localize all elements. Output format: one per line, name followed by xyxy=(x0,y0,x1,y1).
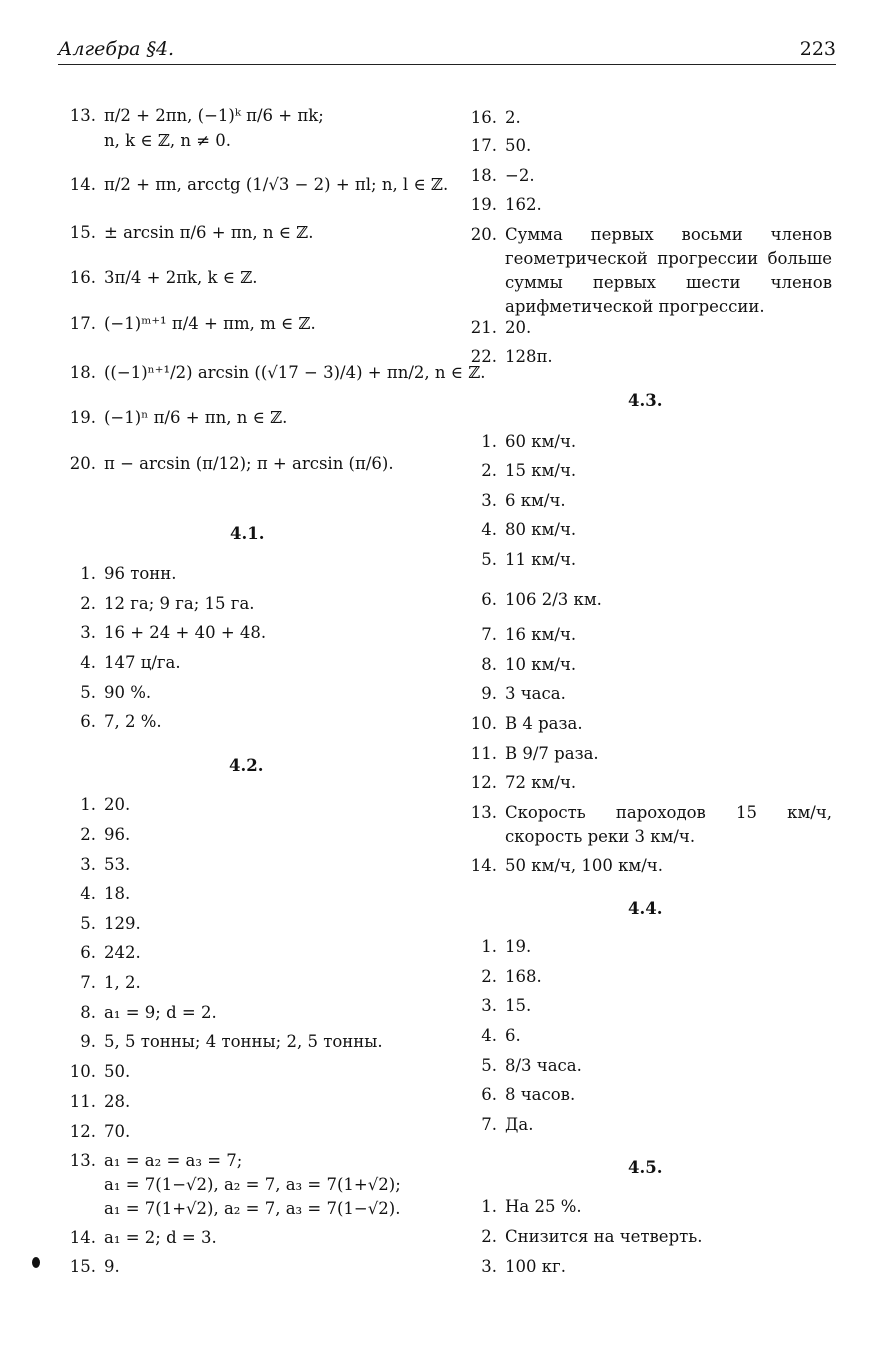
list-item: 2. 12 га; 9 га; 15 га. xyxy=(80,594,255,613)
list-item: 19. (−1)ⁿ π/6 + πn, n ∈ ℤ. xyxy=(69,408,288,427)
list-item: 12. 72 км/ч. xyxy=(470,773,577,792)
section-heading: 4.4. xyxy=(628,899,663,918)
list-item: 20. Сумма первых восьми членов геометрической прогрессии больше суммы первых шести членов арифметической прогрессии. xyxy=(470,225,832,316)
list-item: 18. ((−1)ⁿ⁺¹/2) arcsin ((√17 − 3)/4) + πn/2, n ∈ ℤ. xyxy=(69,363,486,382)
list-item: 15. 9. xyxy=(69,1257,120,1276)
list-item: 6. 7, 2 %. xyxy=(80,712,162,731)
list-item: 19. 162. xyxy=(470,195,542,214)
list-item: 6. 8 часов. xyxy=(481,1085,576,1104)
list-item: 5. 11 км/ч. xyxy=(481,550,577,569)
list-item: 11. В 9/7 раза. xyxy=(470,744,599,763)
list-item-continuation: n, k ∈ ℤ, n ≠ 0. xyxy=(104,131,232,150)
list-item: 17. (−1)ᵐ⁺¹ π/4 + πm, m ∈ ℤ. xyxy=(69,314,316,333)
list-item: 21. 20. xyxy=(470,318,532,337)
list-item: 16. 3π/4 + 2πk, k ∈ ℤ. xyxy=(69,268,258,287)
list-item: 2. 96. xyxy=(80,825,131,844)
list-item: 4. 80 км/ч. xyxy=(481,520,577,539)
list-item: 1. На 25 %. xyxy=(481,1197,582,1216)
list-item: 13. π/2 + 2πn, (−1)ᵏ π/6 + πk; xyxy=(69,106,324,125)
list-item: 13. a₁ = a₂ = a₃ = 7; xyxy=(69,1151,243,1170)
list-item: 4. 6. xyxy=(481,1026,521,1045)
list-item-continuation: a₁ = 7(1+√2), a₂ = 7, a₃ = 7(1−√2). xyxy=(104,1199,401,1218)
list-item: 12. 70. xyxy=(69,1122,131,1141)
list-item: 14. 50 км/ч, 100 км/ч. xyxy=(470,856,663,875)
list-item: 10. 50. xyxy=(69,1062,131,1081)
list-item: 3. 100 кг. xyxy=(481,1257,566,1276)
list-item: 22. 128π. xyxy=(470,347,553,366)
list-item: 1. 20. xyxy=(80,795,131,814)
list-item: 1. 96 тонн. xyxy=(80,564,177,583)
list-item: 5. 129. xyxy=(80,914,141,933)
list-item: 6. 106 2/3 км. xyxy=(481,590,602,609)
page-number: 223 xyxy=(799,38,836,60)
list-item: 3. 53. xyxy=(80,855,131,874)
list-item: 20. π − arcsin (π/12); π + arcsin (π/6). xyxy=(69,454,394,473)
list-item: 2. 168. xyxy=(481,967,542,986)
list-item: 13. Скорость пароходов 15 км/ч, скорость реки 3 км/ч. xyxy=(470,803,832,846)
list-item: 8. 10 км/ч. xyxy=(481,655,577,674)
section-heading: 4.5. xyxy=(628,1158,663,1177)
list-item: 3. 15. xyxy=(481,996,532,1015)
section-heading: 4.3. xyxy=(628,391,663,410)
list-item: 1. 19. xyxy=(481,937,532,956)
list-item: 16. 2. xyxy=(470,108,521,127)
list-item: 10. В 4 раза. xyxy=(470,714,583,733)
list-item: 4. 18. xyxy=(80,884,131,903)
list-item: 5. 90 %. xyxy=(80,683,152,702)
list-item: 9. 3 часа. xyxy=(481,684,566,703)
section-heading: 4.2. xyxy=(229,756,264,775)
list-item: 2. Снизится на четверть. xyxy=(481,1227,703,1246)
list-item: 14. π/2 + πn, arcctg (1/√3 − 2) + πl; n, l ∈ ℤ. xyxy=(69,175,449,194)
list-item: 5. 8/3 часа. xyxy=(481,1056,582,1075)
list-item: 9. 5, 5 тонны; 4 тонны; 2, 5 тонны. xyxy=(80,1032,383,1051)
list-item-continuation: a₁ = 7(1−√2), a₂ = 7, a₃ = 7(1+√2); xyxy=(104,1175,401,1194)
list-item: 17. 50. xyxy=(470,136,532,155)
section-heading: 4.1. xyxy=(230,524,265,543)
list-item: 11. 28. xyxy=(69,1092,131,1111)
list-item: 7. Да. xyxy=(481,1115,534,1134)
list-item: 3. 6 км/ч. xyxy=(481,491,566,510)
list-item: 1. 60 км/ч. xyxy=(481,432,577,451)
list-item: 2. 15 км/ч. xyxy=(481,461,577,480)
list-item: 7. 1, 2. xyxy=(80,973,141,992)
list-item: 18. −2. xyxy=(470,166,535,185)
list-item: 15. ± arcsin π/6 + πn, n ∈ ℤ. xyxy=(69,223,314,242)
list-item: 14. a₁ = 2; d = 3. xyxy=(69,1228,217,1247)
list-item: 8. a₁ = 9; d = 2. xyxy=(80,1003,217,1022)
list-item: 6. 242. xyxy=(80,943,141,962)
running-title: Алгебра §4. xyxy=(58,38,175,60)
list-item: 7. 16 км/ч. xyxy=(481,625,577,644)
list-item: 4. 147 ц/га. xyxy=(80,653,181,672)
list-item: 3. 16 + 24 + 40 + 48. xyxy=(80,623,267,642)
margin-dot xyxy=(32,1257,40,1268)
